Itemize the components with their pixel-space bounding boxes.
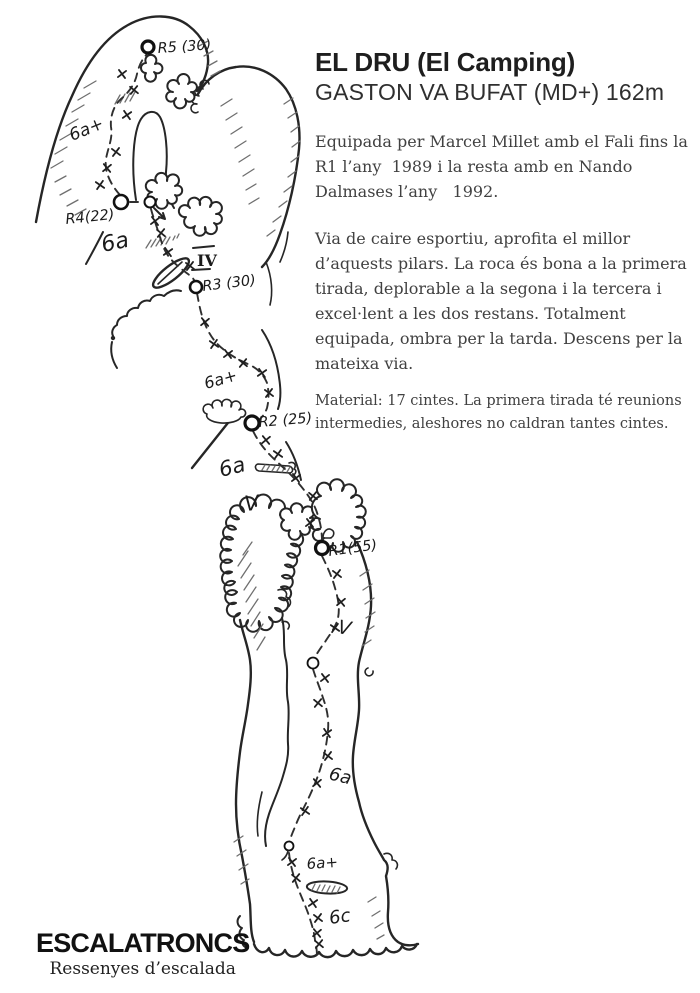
belay-r2-label: R2 (25) <box>257 410 313 431</box>
branch-cloud <box>203 399 245 423</box>
grade-label-v-low: V <box>336 616 353 641</box>
hook-tail <box>282 851 288 860</box>
belay-r5-label: R5 (30) <box>157 37 212 57</box>
piton-arrow <box>154 208 165 219</box>
paragraph-equippers: Equipada per Marcel Millet amb el Fali fins la R1 l’any 1989 i la resta amb en Nando Dalmases l’any 1992. <box>315 132 693 201</box>
lower-pillar-divider <box>265 618 289 846</box>
lower-pillar-left-edge <box>236 620 254 942</box>
belay-r2-circle <box>245 416 259 430</box>
summit-side-blob <box>166 74 197 108</box>
r5-blob <box>141 55 162 82</box>
grade-label-6a-low: 6a <box>326 763 354 790</box>
hatched-ledge-pitch1 <box>307 881 347 893</box>
footer-logo <box>36 928 249 980</box>
ridge-tail <box>111 342 117 368</box>
grade-label-iv: IV <box>197 251 217 270</box>
belay-r3-circle <box>190 281 202 293</box>
piton-circle <box>145 197 156 208</box>
ridge-dot <box>111 336 115 340</box>
lower-pillar-right-edge <box>353 542 418 945</box>
grade-label-6a-top: 6a <box>99 227 132 258</box>
gully-edge-2 <box>262 330 280 409</box>
belay-r4-label: R4(22) <box>64 206 116 228</box>
grade-label-6a-plus-low: 6a+ <box>306 852 339 873</box>
grade-label-6a-mid: 6a <box>216 452 248 482</box>
inner-lower-line <box>257 792 262 836</box>
brand-tagline: Ressenyes d’escalada <box>49 959 236 979</box>
gully-edge-1 <box>266 262 272 305</box>
belay-r5-circle <box>142 41 154 53</box>
paragraph-material: Material: 17 cintes. La primera tirada té reunions intermedies, aleshores no caldran tantes cintes. <box>315 393 687 432</box>
route-line <box>106 54 339 956</box>
belay-r1-label: R1(55) <box>327 537 379 560</box>
belay-r3-label: R3 (30) <box>201 272 257 295</box>
grade-label-6c: 6c <box>327 905 352 929</box>
paragraph-route-character: Via de caire esportiu, aprofita el millor d’aquests pilars. La roca és bona a la primera tirada, deplorable a la segona i la tercera i excel·lent a les dos restans. Totalment equipada, ombra per la tarda. Descens per la mateixa via. <box>315 229 692 373</box>
grade-label-v-mid: V <box>243 490 260 516</box>
mid-route-ring <box>308 658 319 669</box>
right-edge-curl <box>365 668 397 869</box>
bottom-scallops <box>254 944 417 957</box>
page-title <box>315 46 697 78</box>
crag-name: EL DRU <box>315 47 411 77</box>
grade-label-6a-plus-mid: 6a+ <box>201 365 240 393</box>
wavy-ridge <box>112 290 181 336</box>
belay-r4-circle <box>114 195 128 209</box>
crag-sector: (El Camping) <box>410 47 576 77</box>
brand-name: ESCALATRONCS <box>36 928 250 958</box>
route-description-column <box>315 46 697 436</box>
right-pinnacle-inner-curve <box>280 232 288 262</box>
right-pinnacle-outline <box>198 66 299 267</box>
saddle-bush-2 <box>179 197 222 236</box>
grade-label-6a-plus-top: 6a+ <box>66 113 107 146</box>
route-name-grade-length: GASTON VA BUFAT (MD+) 162m <box>315 79 665 105</box>
hook-ring <box>285 842 294 851</box>
